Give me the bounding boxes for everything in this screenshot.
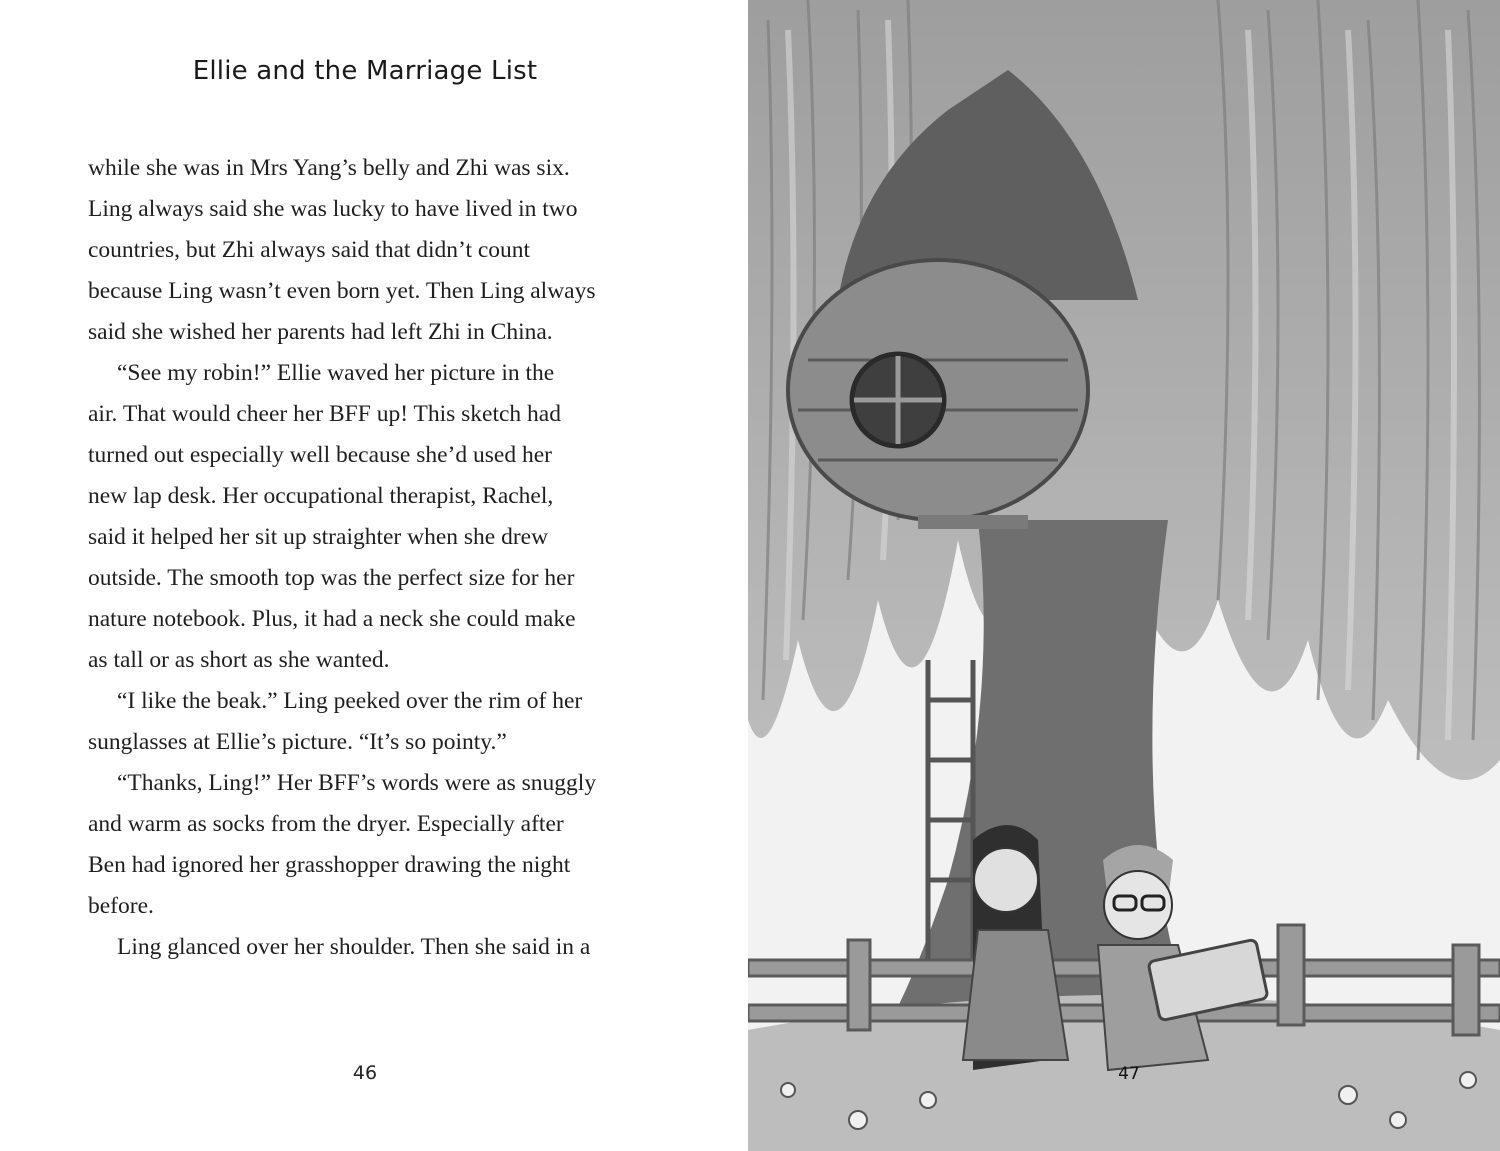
text-line: said she wished her parents had left Zhi in China.: [88, 319, 553, 345]
running-head: Ellie and the Marriage List: [192, 56, 538, 86]
text-line: because Ling wasn’t even born yet. Then Ling always: [88, 278, 596, 304]
page-number-left: 46: [352, 1062, 378, 1084]
text-line: while she was in Mrs Yang’s belly and Zhi was six.: [88, 155, 570, 181]
text-line: countries, but Zhi always said that didn’t count: [88, 237, 531, 263]
text-line: Ben had ignored her grasshopper drawing the night: [88, 852, 571, 878]
left-page: [0, 0, 748, 1151]
text-line: nature notebook. Plus, it had a neck she could make: [88, 606, 576, 632]
body-text: [88, 148, 688, 968]
text-line: before.: [88, 893, 154, 919]
text-line: Ling always said she was lucky to have lived in two: [88, 196, 578, 222]
text-line: sunglasses at Ellie’s picture. “It’s so pointy.”: [88, 729, 507, 755]
text-line: turned out especially well because she’d used her: [88, 442, 552, 468]
text-line: “Thanks, Ling!” Her BFF’s words were as snuggly: [117, 770, 597, 796]
text-line: said it helped her sit up straighter when she drew: [88, 524, 549, 550]
right-page: [748, 0, 1500, 1151]
text-line: new lap desk. Her occupational therapist, Rachel,: [88, 483, 554, 509]
treehouse-willow-illustration: [748, 0, 1500, 1151]
text-line: Ling glanced over her shoulder. Then she said in a: [117, 934, 591, 960]
text-line: “I like the beak.” Ling peeked over the rim of her: [117, 688, 583, 714]
text-line: “See my robin!” Ellie waved her picture in the: [117, 360, 555, 386]
text-line: outside. The smooth top was the perfect size for her: [88, 565, 575, 591]
text-line: and warm as socks from the dryer. Especially after: [88, 811, 564, 837]
page-number-right: 47: [1118, 1064, 1140, 1084]
text-line: air. That would cheer her BFF up! This sketch had: [88, 401, 561, 427]
text-line: as tall or as short as she wanted.: [88, 647, 390, 673]
